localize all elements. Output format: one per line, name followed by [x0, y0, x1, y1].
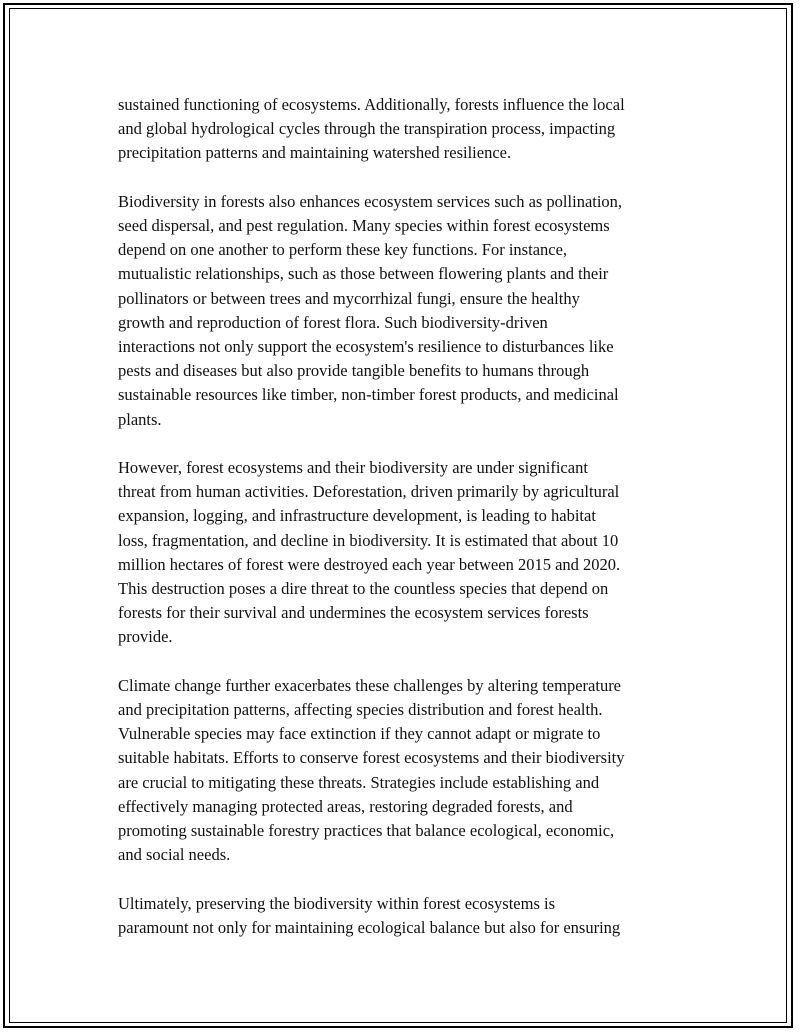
text-line: and precipitation patterns, affecting species distribution and forest health. [118, 700, 603, 720]
paragraph [118, 456, 688, 650]
text-line: interactions not only support the ecosystem's resilience to disturbances like [118, 337, 614, 357]
document-body [118, 93, 688, 964]
text-line: Climate change further exacerbates these challenges by altering temperature [118, 675, 622, 695]
text-line: precipitation patterns and maintaining watershed resilience. [118, 143, 512, 163]
paragraph [118, 93, 688, 166]
text-line: effectively managing protected areas, restoring degraded forests, and [118, 796, 573, 816]
paragraph [118, 892, 688, 940]
text-line: threat from human activities. Deforestation, driven primarily by agricultural [118, 482, 620, 502]
paragraph [118, 674, 688, 868]
text-line: pests and diseases but also provide tangible benefits to humans through [118, 361, 590, 381]
text-line: and global hydrological cycles through the transpiration process, impacting [118, 119, 616, 139]
paragraph [118, 190, 688, 432]
text-line: seed dispersal, and pest regulation. Many species within forest ecosystems [118, 216, 610, 235]
text-line: This destruction poses a dire threat to the countless species that depend on [118, 579, 609, 599]
text-line: million hectares of forest were destroyed each year between 2015 and 2020. [118, 554, 621, 574]
text-line: mutualistic relationships, such as those between flowering plants and their [118, 264, 609, 284]
text-line: Biodiversity in forests also enhances ecosystem services such as pollination, [118, 191, 623, 211]
text-line: pollinators or between trees and mycorrhizal fungi, ensure the healthy [118, 288, 580, 308]
text-line: Ultimately, preserving the biodiversity within forest ecosystems is [118, 893, 556, 913]
text-line: loss, fragmentation, and decline in biodiversity. It is estimated that about 10 [118, 530, 619, 550]
text-line: However, forest ecosystems and their biodiversity are under significant [118, 458, 588, 478]
text-line: plants. [118, 409, 162, 429]
text-line: growth and reproduction of forest flora. Such biodiversity-driven [118, 312, 548, 332]
text-line: forests for their survival and undermines the ecosystem services forests [118, 603, 589, 623]
text-line: Vulnerable species may face extinction if they cannot adapt or migrate to [118, 724, 601, 744]
text-line: paramount not only for maintaining ecological balance but also for ensuring [118, 917, 621, 937]
text-line: suitable habitats. Efforts to conserve forest ecosystems and their biodiversity [118, 748, 625, 768]
text-line: sustainable resources like timber, non-timber forest products, and medicinal [118, 385, 619, 405]
text-line: provide. [118, 627, 173, 647]
text-line: promoting sustainable forestry practices that balance ecological, economic, [118, 821, 615, 841]
text-line: are crucial to mitigating these threats. Strategies include establishing and [118, 772, 600, 792]
text-line: expansion, logging, and infrastructure development, is leading to habitat [118, 506, 596, 526]
text-line: depend on one another to perform these key functions. For instance, [118, 240, 568, 260]
text-line: sustained functioning of ecosystems. Additionally, forests influence the local [118, 95, 625, 114]
text-line: and social needs. [118, 845, 231, 865]
